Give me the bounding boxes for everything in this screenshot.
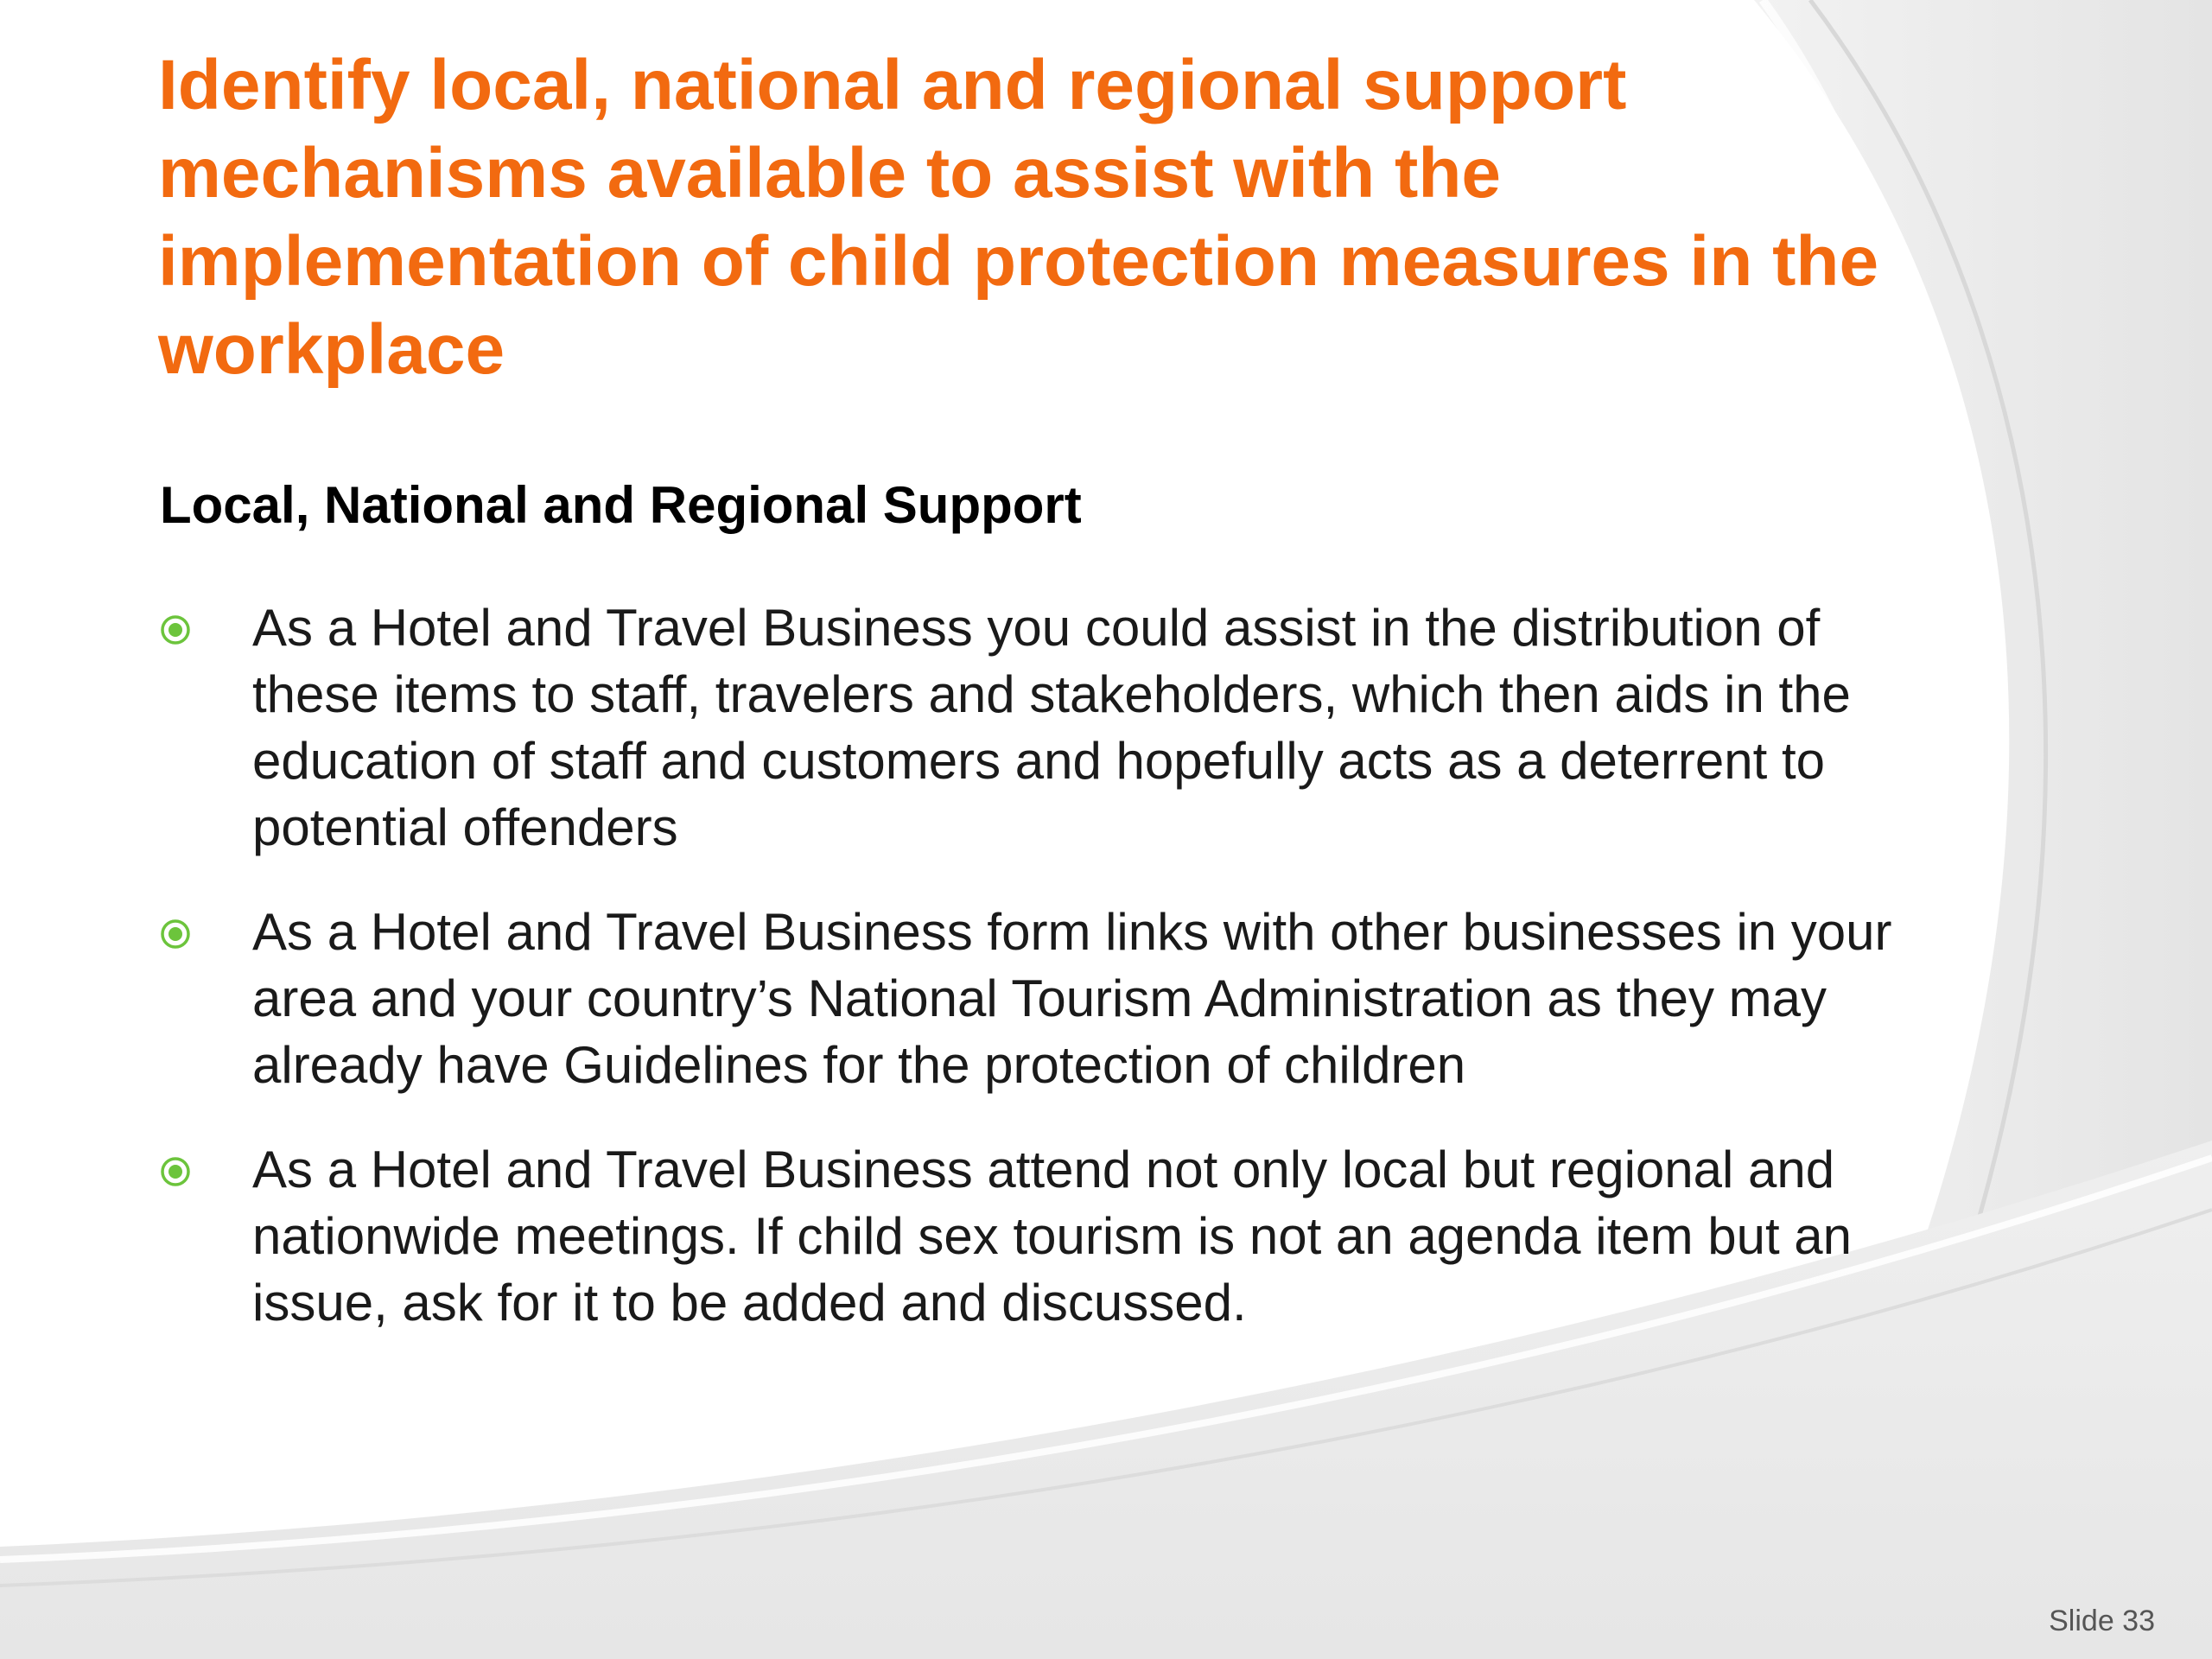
section-subheading: Local, National and Regional Support xyxy=(160,476,1082,534)
green-circle-bullet-icon xyxy=(160,614,191,645)
bullet-item-1 xyxy=(160,594,1931,861)
bullet-list xyxy=(160,594,1931,1374)
green-circle-bullet-icon xyxy=(160,918,191,950)
green-circle-bullet-icon xyxy=(160,1156,191,1187)
bullet-text-1: As a Hotel and Travel Business you could assist in the distribution of these items to staff, travelers and stakeholders, which then aids in the education of staff and customers and hopefully acts as a deterrent to potential offenders xyxy=(252,599,1851,856)
slide-title: Identify local, national and regional support mechanisms available to assist with the implementation of child protection measures in the workplace xyxy=(158,46,1879,389)
bullet-text-2: As a Hotel and Travel Business form links with other businesses in your area and your country’s National Tourism Administration as they may already have Guidelines for the protection of children xyxy=(252,903,1892,1094)
bullet-text-3: As a Hotel and Travel Business attend not only local but regional and nationwide meetings. If child sex tourism is not an agenda item but an issue, ask for it to be added and discussed. xyxy=(252,1141,1853,1332)
bullet-item-3 xyxy=(160,1136,1931,1336)
bullet-item-2 xyxy=(160,899,1931,1098)
slide-number: Slide 33 xyxy=(2049,1605,2155,1637)
